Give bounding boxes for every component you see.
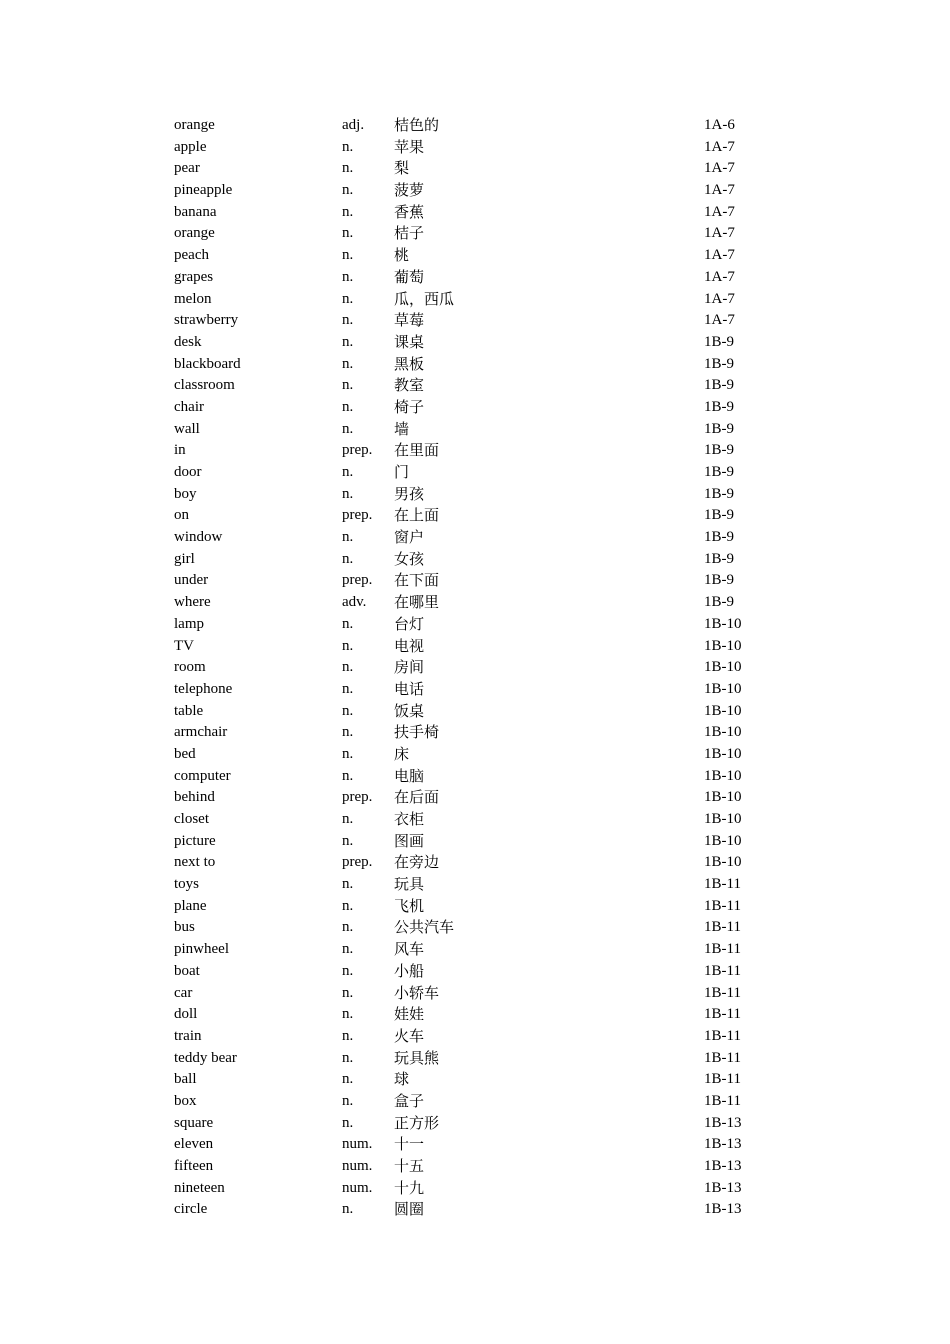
vocab-row	[174, 874, 774, 896]
vocab-row	[174, 549, 774, 571]
vocab-word: train	[174, 1027, 202, 1044]
vocab-word: melon	[174, 290, 212, 307]
vocab-row	[174, 787, 774, 809]
part-of-speech: n.	[342, 941, 354, 958]
unit-label: 1B-9	[704, 507, 734, 524]
chinese-meaning: 窗户	[394, 528, 425, 547]
vocab-row	[174, 614, 774, 636]
chinese-meaning: 教室	[394, 376, 425, 395]
unit-label: 1B-11	[704, 1027, 741, 1044]
chinese-meaning: 衣柜	[394, 810, 425, 828]
vocab-word: table	[174, 702, 204, 719]
part-of-speech: n.	[342, 811, 354, 827]
part-of-speech: n.	[342, 398, 354, 415]
unit-label: 1A-7	[704, 247, 735, 264]
unit-label: 1B-11	[704, 897, 741, 914]
vocab-row	[174, 527, 774, 549]
vocab-word: chair	[174, 398, 204, 415]
part-of-speech: n.	[342, 615, 354, 632]
part-of-speech: n.	[342, 897, 354, 914]
chinese-meaning: 床	[394, 744, 410, 763]
chinese-meaning: 十一	[394, 1135, 425, 1154]
vocab-row	[174, 1178, 774, 1200]
vocab-row	[174, 766, 774, 788]
chinese-meaning: 桔色的	[394, 116, 440, 134]
chinese-meaning: 在后面	[394, 788, 440, 807]
vocab-word: boy	[174, 485, 197, 502]
unit-label: 1B-9	[704, 529, 734, 546]
unit-label: 1A-7	[704, 225, 735, 242]
vocab-row	[174, 896, 774, 918]
vocab-word: orange	[174, 117, 215, 133]
unit-label: 1B-10	[704, 789, 742, 806]
vocab-row	[174, 701, 774, 723]
vocab-row	[174, 961, 774, 983]
chinese-meaning: 房间	[394, 658, 425, 677]
vocab-row	[174, 1004, 774, 1026]
unit-label: 1B-9	[704, 442, 734, 459]
part-of-speech: n.	[342, 984, 354, 1001]
chinese-meaning: 十九	[394, 1178, 425, 1197]
vocab-word: behind	[174, 789, 215, 806]
chinese-meaning: 在下面	[394, 571, 440, 590]
vocab-row	[174, 397, 774, 419]
part-of-speech: n.	[342, 485, 354, 502]
unit-label: 1B-10	[704, 854, 742, 871]
vocab-word: lamp	[174, 615, 204, 632]
part-of-speech: n.	[342, 767, 354, 784]
vocab-word: apple	[174, 138, 207, 155]
part-of-speech: n.	[342, 420, 354, 437]
part-of-speech: n.	[342, 876, 354, 893]
part-of-speech: n.	[342, 659, 354, 676]
chinese-meaning: 娃娃	[394, 1005, 425, 1024]
vocab-word: armchair	[174, 724, 228, 741]
vocab-word: desk	[174, 333, 202, 350]
unit-label: 1A-7	[704, 182, 735, 199]
unit-label: 1B-10	[704, 615, 742, 632]
vocab-row	[174, 983, 774, 1005]
chinese-meaning: 饭桌	[394, 701, 425, 720]
vocab-word: ball	[174, 1071, 197, 1088]
part-of-speech: n.	[342, 637, 354, 654]
chinese-meaning: 女孩	[394, 549, 425, 568]
chinese-meaning: 桔子	[394, 224, 425, 243]
part-of-speech: n.	[342, 1006, 354, 1023]
unit-label: 1B-13	[704, 1179, 742, 1196]
vocab-row	[174, 310, 774, 332]
vocab-row	[174, 1134, 774, 1156]
part-of-speech: n.	[342, 919, 354, 936]
chinese-meaning: 男孩	[394, 484, 425, 503]
part-of-speech: n.	[342, 1201, 354, 1218]
unit-label: 1B-10	[704, 637, 742, 654]
vocab-row	[174, 289, 774, 311]
vocab-word: grapes	[174, 268, 214, 285]
chinese-meaning: 电话	[394, 679, 425, 698]
chinese-meaning: 图画	[394, 831, 425, 850]
unit-label: 1B-11	[704, 1049, 741, 1066]
vocab-word: closet	[174, 811, 209, 827]
chinese-meaning: 梨	[394, 159, 410, 178]
part-of-speech: n.	[342, 680, 354, 697]
vocab-word: teddy bear	[174, 1049, 237, 1066]
chinese-meaning: 墙	[394, 419, 410, 438]
unit-label: 1B-11	[704, 876, 741, 893]
chinese-meaning: 火车	[394, 1026, 425, 1045]
vocab-word: fifteen	[174, 1158, 214, 1174]
chinese-meaning: 桃	[394, 246, 410, 265]
unit-label: 1A-7	[704, 138, 735, 155]
unit-label: 1A-7	[704, 312, 735, 329]
unit-label: 1B-11	[704, 1092, 741, 1109]
unit-label: 1B-11	[704, 962, 741, 979]
vocab-row	[174, 1069, 774, 1091]
vocab-row	[174, 679, 774, 701]
vocab-row	[174, 657, 774, 679]
chinese-meaning: 课桌	[394, 332, 425, 351]
part-of-speech: n.	[342, 377, 354, 394]
chinese-meaning: 草莓	[394, 311, 425, 330]
unit-label: 1B-11	[704, 941, 741, 958]
part-of-speech: adj.	[342, 117, 365, 133]
part-of-speech: n.	[342, 962, 354, 979]
part-of-speech: n.	[342, 312, 354, 329]
vocab-row	[174, 180, 774, 202]
chinese-meaning: 葡萄	[394, 267, 425, 286]
part-of-speech: n.	[342, 203, 354, 220]
vocab-word: plane	[174, 897, 207, 914]
chinese-meaning: 门	[394, 463, 410, 481]
vocab-row	[174, 158, 774, 180]
unit-label: 1A-6	[704, 117, 735, 133]
part-of-speech: adv.	[342, 594, 367, 611]
part-of-speech: n.	[342, 1071, 354, 1088]
part-of-speech: n.	[342, 832, 354, 849]
vocab-word: nineteen	[174, 1179, 225, 1196]
vocab-word: pineapple	[174, 182, 233, 199]
vocab-word: toys	[174, 876, 200, 893]
vocab-word: picture	[174, 832, 216, 849]
vocab-word: classroom	[174, 377, 235, 394]
vocab-row	[174, 592, 774, 614]
part-of-speech: n.	[342, 290, 354, 307]
vocabulary-list	[174, 115, 774, 1221]
unit-label: 1B-9	[704, 398, 734, 415]
vocab-row	[174, 202, 774, 224]
vocab-word: door	[174, 464, 202, 480]
part-of-speech: prep.	[342, 789, 373, 806]
unit-label: 1B-9	[704, 377, 734, 394]
vocab-word: on	[174, 507, 189, 524]
vocab-row	[174, 917, 774, 939]
vocab-row	[174, 505, 774, 527]
vocab-word: bus	[174, 919, 195, 936]
chinese-meaning: 菠萝	[394, 181, 425, 200]
vocab-row	[174, 809, 774, 831]
part-of-speech: n.	[342, 225, 354, 242]
unit-label: 1A-7	[704, 268, 735, 285]
vocab-word: room	[174, 659, 206, 676]
unit-label: 1B-9	[704, 594, 734, 611]
vocab-row	[174, 1199, 774, 1221]
vocab-row	[174, 831, 774, 853]
unit-label: 1B-10	[704, 702, 742, 719]
vocab-word: telephone	[174, 680, 233, 697]
unit-label: 1B-9	[704, 485, 734, 502]
chinese-meaning: 小轿车	[394, 983, 440, 1002]
unit-label: 1B-10	[704, 680, 742, 697]
vocab-row	[174, 484, 774, 506]
unit-label: 1B-9	[704, 550, 734, 567]
part-of-speech: prep.	[342, 572, 373, 589]
chinese-meaning: 在里面	[394, 441, 440, 460]
vocab-row	[174, 636, 774, 658]
unit-label: 1B-10	[704, 832, 742, 849]
chinese-meaning: 圆圈	[394, 1200, 425, 1219]
unit-label: 1B-13	[704, 1136, 742, 1153]
vocab-word: strawberry	[174, 312, 239, 329]
vocab-word: car	[174, 984, 193, 1001]
vocab-row	[174, 1113, 774, 1135]
vocab-word: bed	[174, 745, 196, 762]
chinese-meaning: 在上面	[394, 506, 440, 525]
vocab-row	[174, 267, 774, 289]
unit-label: 1B-10	[704, 724, 742, 741]
vocab-row	[174, 245, 774, 267]
vocab-word: pear	[174, 160, 200, 177]
part-of-speech: n.	[342, 529, 354, 546]
chinese-meaning: 香蕉	[394, 202, 425, 221]
vocab-word: banana	[174, 203, 217, 220]
unit-label: 1B-11	[704, 984, 741, 1001]
chinese-meaning: 飞机	[394, 896, 425, 915]
vocab-row	[174, 332, 774, 354]
chinese-meaning: 椅子	[394, 397, 425, 416]
vocab-word: girl	[174, 550, 195, 567]
vocab-row	[174, 744, 774, 766]
part-of-speech: n.	[342, 550, 354, 567]
vocab-row	[174, 419, 774, 441]
vocab-row	[174, 223, 774, 245]
vocab-word: TV	[174, 637, 194, 654]
part-of-speech: n.	[342, 355, 354, 372]
vocab-row	[174, 1156, 774, 1178]
unit-label: 1B-9	[704, 572, 734, 589]
unit-label: 1B-10	[704, 811, 742, 827]
chinese-meaning: 盒子	[394, 1091, 425, 1110]
vocab-word: under	[174, 572, 209, 589]
chinese-meaning: 正方形	[394, 1113, 440, 1132]
vocab-word: peach	[174, 247, 209, 264]
part-of-speech: n.	[342, 247, 354, 264]
chinese-meaning: 在哪里	[394, 593, 440, 612]
chinese-meaning: 风车	[394, 940, 425, 959]
part-of-speech: n.	[342, 333, 354, 350]
vocab-word: boat	[174, 962, 200, 979]
unit-label: 1B-9	[704, 420, 734, 437]
vocab-word: blackboard	[174, 355, 241, 372]
part-of-speech: n.	[342, 1114, 354, 1131]
part-of-speech: n.	[342, 138, 354, 155]
unit-label: 1B-9	[704, 333, 734, 350]
part-of-speech: n.	[342, 724, 354, 741]
part-of-speech: n.	[342, 182, 354, 199]
chinese-meaning: 十五	[394, 1157, 425, 1175]
chinese-meaning: 瓜，西瓜	[394, 289, 455, 308]
chinese-meaning: 玩具熊	[394, 1048, 440, 1067]
vocab-word: pinwheel	[174, 941, 229, 958]
vocab-row	[174, 852, 774, 874]
unit-label: 1B-11	[704, 919, 741, 936]
vocab-word: window	[174, 529, 223, 546]
part-of-speech: n.	[342, 268, 354, 285]
vocab-row	[174, 375, 774, 397]
unit-label: 1A-7	[704, 290, 735, 307]
vocab-row	[174, 440, 774, 462]
vocab-row	[174, 137, 774, 159]
part-of-speech: n.	[342, 1027, 354, 1044]
unit-label: 1B-13	[704, 1158, 742, 1174]
vocab-row	[174, 462, 774, 484]
part-of-speech: n.	[342, 1092, 354, 1109]
chinese-meaning: 台灯	[394, 614, 425, 633]
vocab-word: doll	[174, 1006, 198, 1023]
unit-label: 1A-7	[704, 203, 735, 220]
vocab-row	[174, 939, 774, 961]
part-of-speech: prep.	[342, 442, 373, 459]
unit-label: 1B-10	[704, 745, 742, 762]
unit-label: 1B-9	[704, 355, 734, 372]
unit-label: 1B-13	[704, 1201, 742, 1218]
chinese-meaning: 电视	[394, 636, 425, 655]
part-of-speech: n.	[342, 160, 354, 177]
part-of-speech: num.	[342, 1136, 373, 1153]
vocab-word: wall	[174, 420, 200, 437]
part-of-speech: prep.	[342, 854, 373, 871]
vocab-row	[174, 354, 774, 376]
unit-label: 1B-11	[704, 1006, 741, 1023]
part-of-speech: n.	[342, 745, 354, 762]
vocab-row	[174, 570, 774, 592]
chinese-meaning: 电脑	[394, 766, 425, 785]
vocab-row	[174, 1048, 774, 1070]
vocab-word: circle	[174, 1201, 208, 1218]
part-of-speech: n.	[342, 464, 354, 480]
part-of-speech: num.	[342, 1158, 373, 1174]
vocab-word: orange	[174, 225, 215, 242]
chinese-meaning: 在旁边	[394, 853, 440, 872]
chinese-meaning: 玩具	[394, 875, 425, 894]
unit-label: 1B-13	[704, 1114, 742, 1131]
part-of-speech: prep.	[342, 507, 373, 524]
vocab-word: computer	[174, 767, 231, 784]
vocab-row	[174, 1091, 774, 1113]
unit-label: 1B-9	[704, 464, 734, 480]
part-of-speech: num.	[342, 1179, 373, 1196]
vocab-word: next to	[174, 854, 216, 871]
vocab-word: box	[174, 1092, 197, 1109]
chinese-meaning: 扶手椅	[394, 723, 440, 742]
chinese-meaning: 小船	[394, 961, 425, 980]
vocab-word: where	[174, 594, 211, 611]
vocab-row	[174, 722, 774, 744]
vocab-word: eleven	[174, 1136, 214, 1153]
chinese-meaning: 苹果	[394, 137, 425, 156]
unit-label: 1B-10	[704, 767, 742, 784]
chinese-meaning: 公共汽车	[394, 918, 455, 937]
unit-label: 1A-7	[704, 160, 735, 177]
part-of-speech: n.	[342, 1049, 354, 1066]
vocab-row	[174, 1026, 774, 1048]
chinese-meaning: 黑板	[394, 354, 425, 373]
unit-label: 1B-11	[704, 1071, 741, 1088]
part-of-speech: n.	[342, 702, 354, 719]
chinese-meaning: 球	[394, 1070, 410, 1089]
vocab-row	[174, 115, 774, 137]
vocab-word: square	[174, 1114, 214, 1131]
vocab-word: in	[174, 442, 186, 459]
unit-label: 1B-10	[704, 659, 742, 676]
